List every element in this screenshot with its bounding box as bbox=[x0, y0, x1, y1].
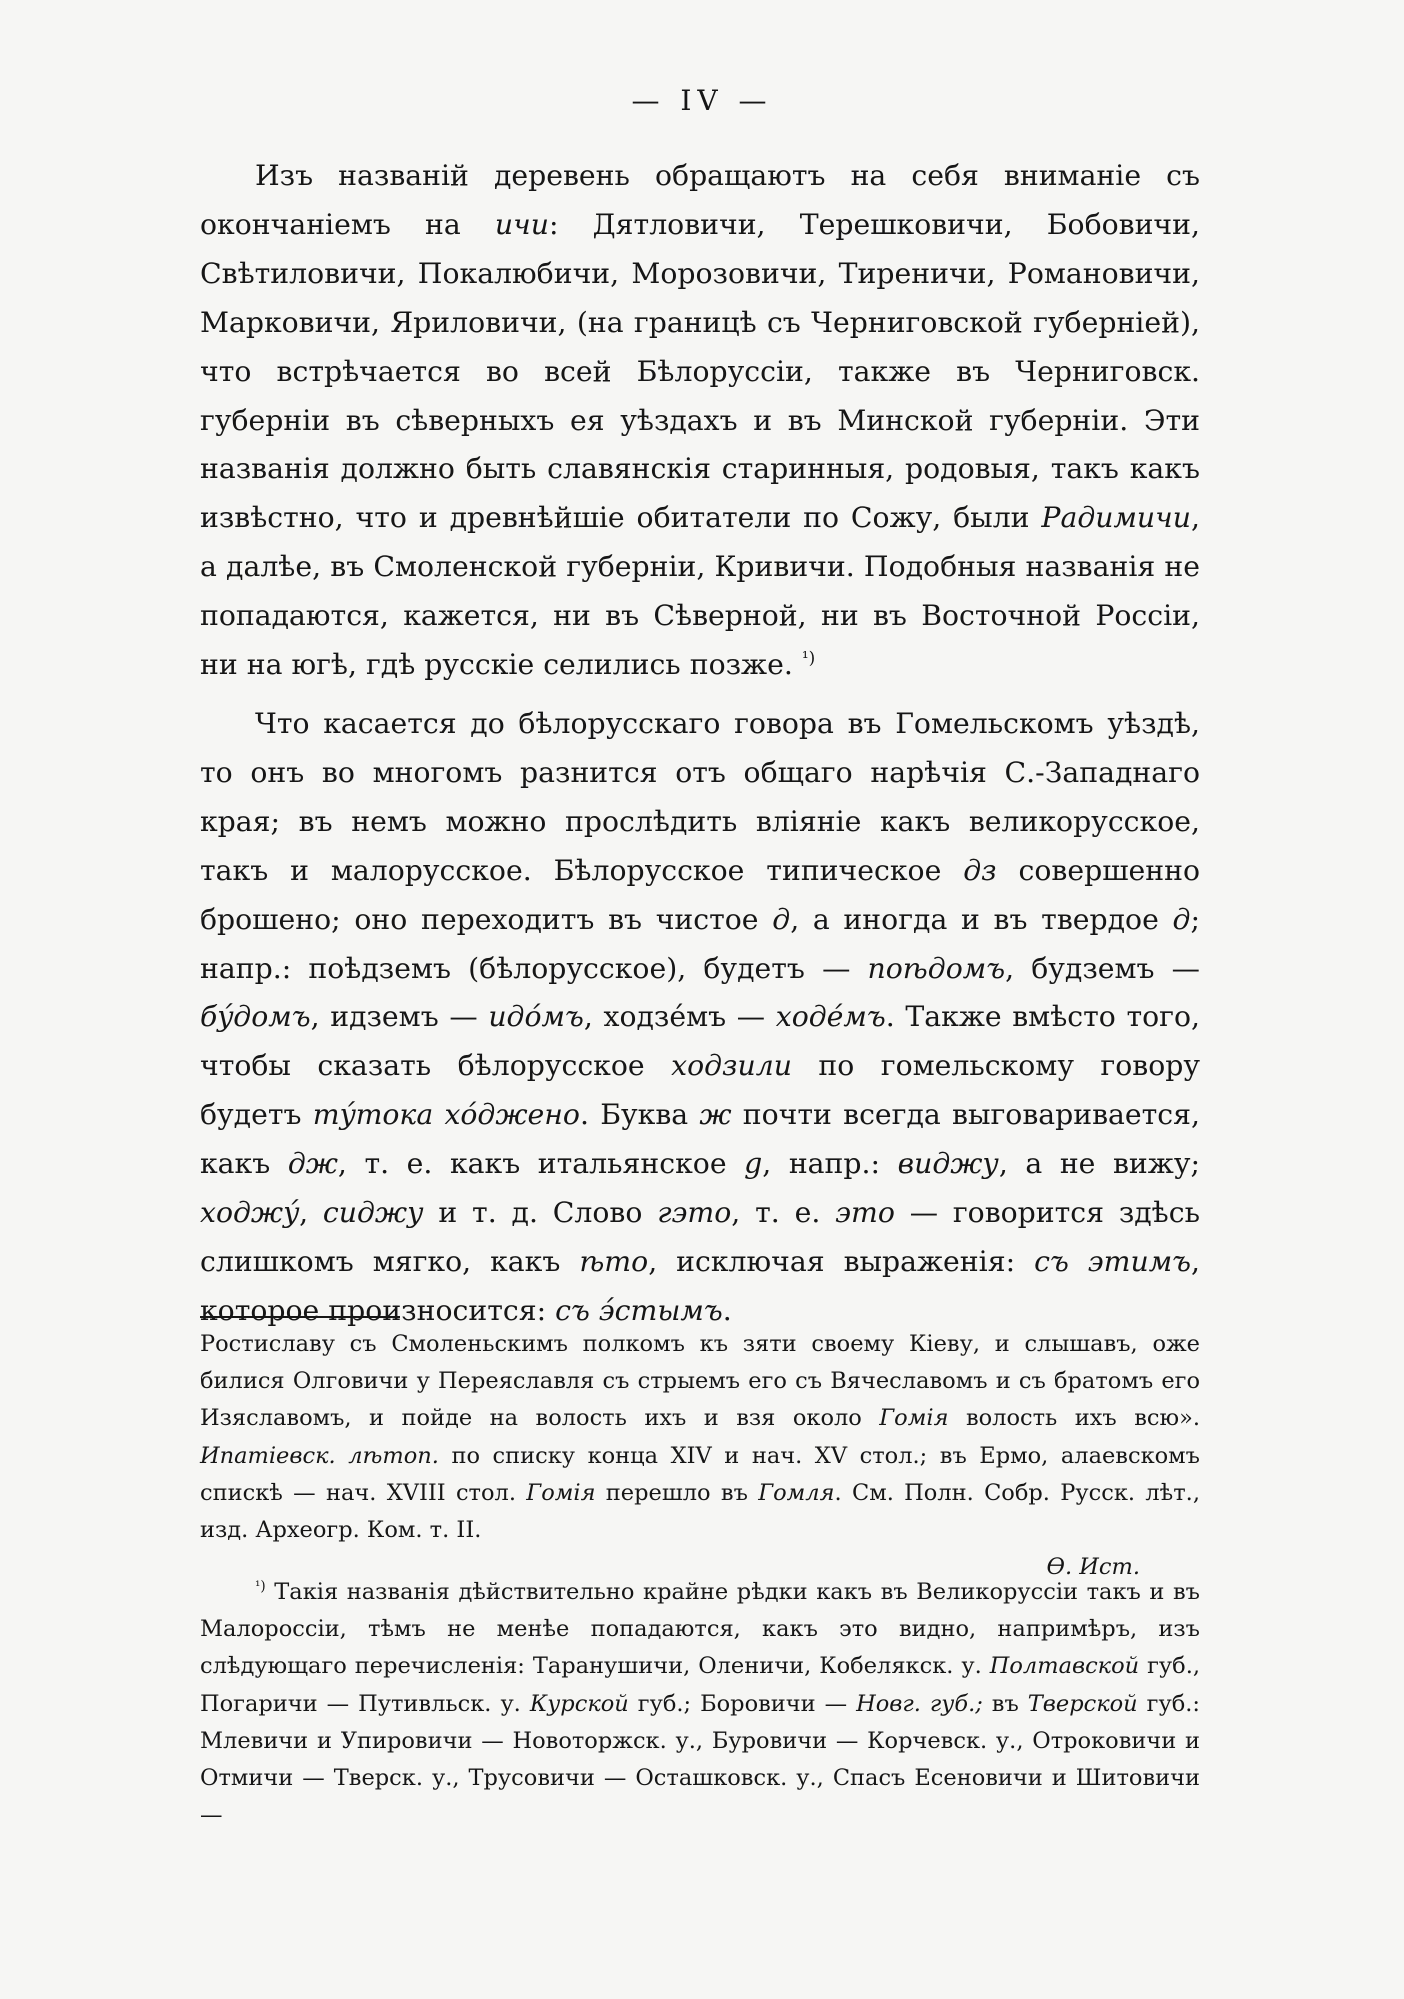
text-run: , идземъ — bbox=[310, 1000, 489, 1034]
italic-term: съ э́стымъ bbox=[555, 1293, 723, 1327]
italic-term: ж bbox=[699, 1098, 732, 1132]
paragraph-dialect bbox=[200, 700, 1200, 1336]
italic-term: Гомія bbox=[879, 1405, 949, 1432]
text-run: губ.: Млевичи и Упировичи — Новоторжск. у., Буровичи — Корчевск. у., Отроковичи и Отмичи — Тверск. у., Трусовичи — Осташковск. у., Спасъ Есеновичи и Шитовичи — bbox=[200, 1690, 1200, 1829]
text-run: перешло въ bbox=[595, 1479, 759, 1506]
text-run: , будземъ — bbox=[1005, 951, 1200, 985]
italic-term: сиджу bbox=[322, 1196, 424, 1230]
text-run: , т. е. bbox=[731, 1196, 836, 1230]
footnote-marker: ¹) bbox=[255, 1578, 266, 1595]
footnote-signature: Ѳ. Ист. bbox=[1046, 1554, 1140, 1581]
text-run: , а не вижу; bbox=[998, 1147, 1200, 1181]
italic-term: виджу bbox=[897, 1147, 999, 1181]
text-run: , т. е. какъ итальянское bbox=[337, 1147, 745, 1181]
text-run: Такія названія дѣйствительно крайне рѣдки какъ въ Великоруссіи такъ и въ Малороссіи, тѣмъ не менѣе попадаются, какъ это видно, напримѣръ, изъ слѣдующаго перечисленія: Таранушичи, Оленичи, Кобелякск. у. bbox=[200, 1579, 1200, 1680]
paragraph-village-names bbox=[200, 152, 1200, 690]
italic-term: Гомія bbox=[526, 1479, 596, 1506]
text-run: ; напр.: поѣдземъ (бѣлорусское), будетъ — bbox=[200, 902, 1201, 985]
italic-term: д bbox=[772, 902, 791, 936]
italic-term: ѣто bbox=[579, 1244, 649, 1278]
text-run: , bbox=[299, 1196, 323, 1230]
text-run: волость ихъ всю». bbox=[948, 1405, 1200, 1432]
text-run: — говорится здѣсь слишкомъ мягко, какъ bbox=[200, 1196, 1200, 1278]
italic-term: ходжý bbox=[200, 1196, 300, 1230]
italic-term: идóмъ bbox=[488, 1000, 584, 1034]
italic-term: тýтока хóджено bbox=[312, 1098, 580, 1132]
italic-term: Тверской bbox=[1027, 1690, 1138, 1717]
italic-term: Радимичи bbox=[1041, 501, 1191, 535]
text-run: губ., Погаричи — Путивльск. у. bbox=[200, 1653, 1200, 1717]
text-run: , а далѣе, въ Смоленской губерніи, Кривичи. Подобныя названія не попадаются, кажется, ни въ Сѣверной, ни въ Восточной Россіи, ни на югѣ, гдѣ русскіе селились позже. bbox=[200, 501, 1200, 682]
text-run: : Дятловичи, Терешковичи, Бобовичи, Свѣтиловичи, Покалюбичи, Морозовичи, Тиреничи, Романовичи, Марковичи, Яриловичи, (на границѣ съ Черниговской губерніей), что встрѣчается во всей Бѣлоруссіи, также въ Черниговск. губерніи въ сѣверныхъ ея уѣздахъ и въ Минской губерніи. Эти названія должно быть славянскія старинныя, родовыя, такъ какъ извѣстно, что и древнѣйшіе обитатели по Сожу, были bbox=[200, 207, 1200, 535]
italic-term: д bbox=[1172, 902, 1191, 936]
footnote-continuation-body bbox=[200, 1326, 1200, 1549]
italic-term: Новг. губ.; bbox=[856, 1690, 983, 1717]
text-run: , ходзéмъ — bbox=[583, 1000, 776, 1034]
text-run: по гомельскому говору будетъ bbox=[200, 1049, 1201, 1132]
italic-term: это bbox=[835, 1196, 895, 1230]
text-run: почти всегда выговаривается, какъ bbox=[200, 1098, 1201, 1181]
footnote-1 bbox=[200, 1574, 1200, 1834]
footnote-continuation bbox=[200, 1326, 1200, 1586]
text-run: , напр.: bbox=[762, 1147, 898, 1181]
text-run: Что касается до бѣлорусскаго говора въ Гомельскомъ уѣздѣ, то онъ во многомъ разнится отъ общаго нарѣчія С.-Западнаго края; въ немъ можно прослѣдить вліяніе какъ великорусское, такъ и малорусское. Бѣлорусское типическое bbox=[200, 707, 1200, 887]
footnote-ref: ¹) bbox=[801, 648, 816, 669]
text-run: въ bbox=[982, 1690, 1028, 1717]
text-run: по списку конца XIV и нач. XV стол.; въ Ермо, алаевскомъ спискѣ — нач. XVIII стол. bbox=[200, 1442, 1200, 1506]
text-run: , которое произносится: bbox=[200, 1244, 1201, 1327]
italic-term: поѣдомъ bbox=[867, 951, 1006, 985]
text-run: Изъ названій деревень обращаютъ на себя вниманіе съ окончаніемъ на bbox=[200, 159, 1200, 241]
italic-term: ичи bbox=[494, 207, 549, 241]
footnote-divider bbox=[200, 1316, 400, 1318]
text-run: . См. Полн. Собр. Русск. лѣт., изд. Археогр. Ком. т. II. bbox=[200, 1479, 1200, 1544]
text-run: , а иногда и въ твердое bbox=[790, 902, 1173, 936]
italic-term: ходéмъ bbox=[775, 1000, 886, 1034]
text-run: и т. д. Слово bbox=[423, 1196, 658, 1230]
text-run: . bbox=[722, 1293, 732, 1327]
italic-term: бýдомъ bbox=[200, 1000, 311, 1034]
italic-term: дж bbox=[287, 1147, 338, 1181]
italic-term: съ этимъ bbox=[1034, 1244, 1192, 1278]
text-run: совершенно брошено; оно переходитъ въ чистое bbox=[200, 853, 1200, 936]
italic-term: дз bbox=[963, 853, 997, 887]
italic-term: Полтавской bbox=[989, 1653, 1140, 1680]
text-run: . Буква bbox=[579, 1098, 700, 1132]
page-number: — IV — bbox=[631, 84, 773, 117]
text-run: . Также вмѣсто того, чтобы сказать бѣлорусское bbox=[200, 1000, 1201, 1083]
italic-term: Ипатіевск. лѣтоп. bbox=[200, 1442, 439, 1469]
italic-term: g bbox=[744, 1147, 763, 1181]
text-run: , исключая выраженія: bbox=[648, 1244, 1035, 1278]
text-run: Ростиславу съ Смоленьскимъ полкомъ къ зяти своему Кіеву, и слышавъ, оже билися Олговичи у Переяславля съ стрыемъ его съ Вячеславомъ и съ братомъ его Изяславомъ, и пойде на волость ихъ и взя около bbox=[200, 1331, 1200, 1432]
italic-term: гэто bbox=[657, 1196, 732, 1230]
italic-term: Курской bbox=[529, 1690, 629, 1717]
italic-term: Гомля bbox=[758, 1479, 835, 1506]
italic-term: ходзили bbox=[671, 1049, 792, 1083]
text-run: губ.; Боровичи — bbox=[628, 1690, 857, 1717]
